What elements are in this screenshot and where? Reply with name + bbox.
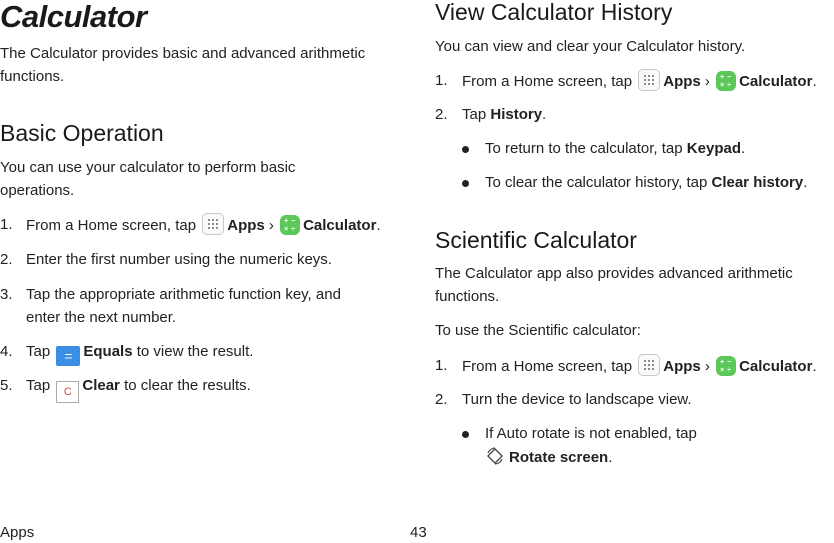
rotate-screen-icon [484,445,506,474]
step-text: Tap [26,377,51,394]
step-number: 1. [435,72,448,89]
step-number: 4. [0,343,13,360]
step-text-post: to view the result. [136,343,254,360]
bullet-text: If Auto rotate is not enabled, tap [485,425,697,442]
intro-line-2: functions. [0,68,65,85]
step-number: 2. [0,251,13,268]
calculator-label: Calculator [303,217,377,234]
bullet-text: To return to the calculator, tap [485,140,683,157]
period: . [812,73,817,90]
calculator-app-icon: + − × ÷ [716,356,736,376]
step-text: From a Home screen, tap [26,217,197,234]
scientific-heading: Scientific Calculator [435,227,637,253]
period: . [376,217,381,234]
chevron-separator: › [704,358,710,375]
intro-line-1: The Calculator provides basic and advanced arithmetic [0,45,366,62]
apps-grid-icon [202,213,224,235]
scientific-use: To use the Scientific calculator: [435,322,641,339]
step-number: 2. [435,106,448,123]
step-text-post: to clear the results. [124,377,251,394]
apps-grid-icon [638,69,660,91]
calculator-label: Calculator [739,358,813,375]
basic-desc-line-1: You can use your calculator to perform basic [0,159,296,176]
scientific-desc-line-1: The Calculator app also provides advanced arithmetic [435,265,793,282]
calculator-app-icon: + − × ÷ [280,215,300,235]
step-text: From a Home screen, tap [462,73,633,90]
step-text: Tap [462,106,487,123]
step-text-line-1: Tap the appropriate arithmetic function key, and [26,286,341,303]
step-text-line-2: enter the next number. [26,309,177,326]
step-number: 1. [0,216,13,233]
footer-page-number: 43 [410,524,427,541]
basic-operation-heading: Basic Operation [0,120,164,146]
period: . [803,174,808,191]
period: . [740,140,746,157]
equals-label: Equals [83,343,133,360]
footer-section: Apps [0,524,35,541]
clear-label: Clear [82,377,120,394]
bullet-dot [462,431,469,438]
page-title: Calculator [0,0,147,34]
period: . [608,449,613,466]
history-desc: You can view and clear your Calculator history. [435,38,746,55]
step-text: Turn the device to landscape view. [462,391,692,408]
clear-key-icon: C [56,381,79,403]
bullet-text: To clear the calculator history, tap [485,174,708,191]
step-number: 3. [0,286,13,303]
apps-grid-icon [638,354,660,376]
step-number: 1. [435,357,448,374]
apps-label: Apps [227,217,265,234]
equals-key-icon: = [56,346,80,366]
clear-history-label: Clear history [711,174,804,191]
chevron-separator: › [268,217,274,234]
rotate-screen-label: Rotate screen [509,449,609,466]
bullet-dot [462,146,469,153]
history-heading: View Calculator History [435,0,673,25]
keypad-label: Keypad [686,140,741,157]
calculator-label: Calculator [739,73,813,90]
basic-desc-line-2: operations. [0,182,75,199]
apps-label: Apps [663,358,701,375]
step-text: Tap [26,343,51,360]
period: . [812,358,817,375]
step-number: 5. [0,377,13,394]
step-text: From a Home screen, tap [462,358,633,375]
history-label: History [490,106,543,123]
scientific-desc-line-2: functions. [435,288,500,305]
period: . [542,106,547,123]
step-text: Enter the first number using the numeric keys. [26,251,332,268]
chevron-separator: › [704,73,710,90]
apps-label: Apps [663,73,701,90]
calculator-app-icon: + − × ÷ [716,71,736,91]
step-number: 2. [435,391,448,408]
bullet-dot [462,180,469,187]
